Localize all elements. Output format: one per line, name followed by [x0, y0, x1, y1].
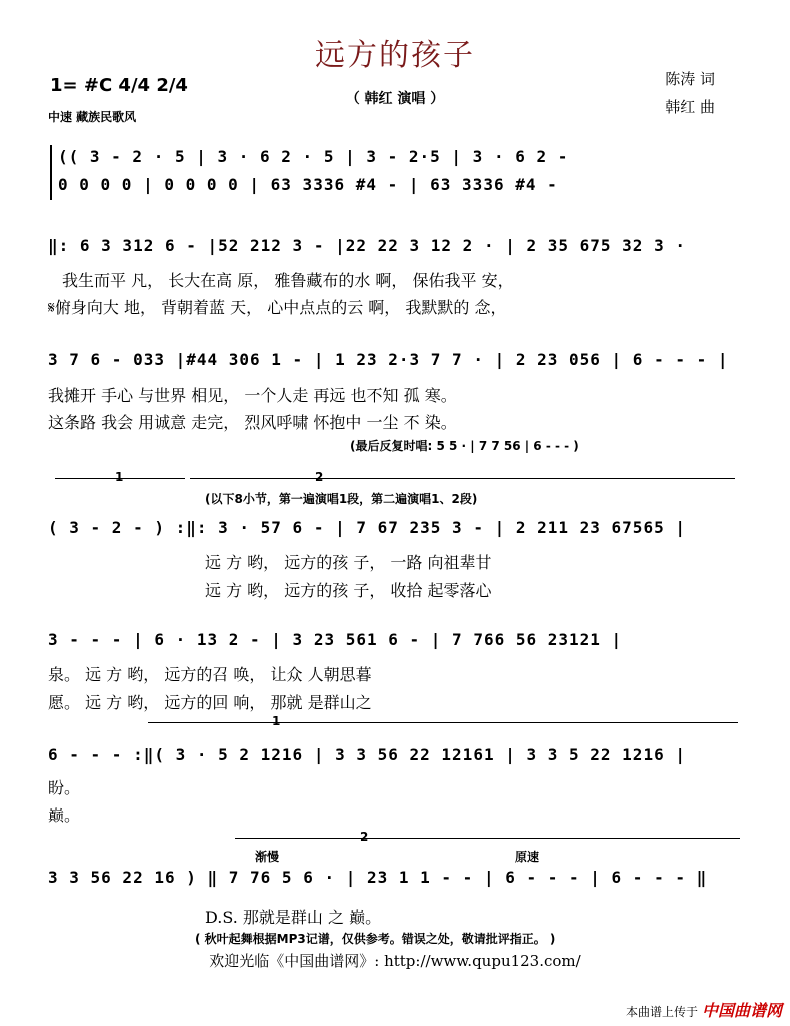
lyricist: 陈涛 词 — [665, 70, 715, 88]
page-title: 远方的孩子 — [315, 38, 475, 73]
uploader-label: 本曲谱上传于 — [625, 1005, 698, 1019]
performer-subtitle: （ 韩红 演唱 ） — [345, 91, 445, 107]
transcription-note: ( 秋叶起舞根据MP3记谱，仅供参考。错误之处，敬请批评指正。 ) — [195, 932, 556, 946]
volta-number: 2 — [360, 830, 369, 844]
lyric-line: 远 方 哟， 远方的孩 子， 收拾 起零落心 — [205, 581, 492, 600]
lyric-line: 我摊开 手心 与世界 相见， 一个人走 再远 也不知 孤 寒。 — [48, 386, 457, 405]
lyric-line: 远 方 哟， 远方的孩 子， 一路 向祖辈甘 — [205, 553, 492, 572]
volta-number: 1 — [272, 714, 281, 728]
site-name: 中国曲谱网 — [701, 1001, 782, 1020]
final-repeat-note: (最后反复时唱: 5 5 · | 7 7 56 | 6 - - - ) — [350, 439, 579, 453]
site-logo — [626, 998, 782, 1021]
notation-row: ‖: 6 3 312 6 - |52 212 3 - |22 22 3 12 2 · | 2 35 675 32 3 · — [48, 236, 686, 255]
notation-row: 3 7 6 - 033 |#44 306 1 - | 1 23 2·3 7 7 · | 2 23 056 | 6 - - - | — [48, 350, 729, 369]
lyric-line: 愿。 远 方 哟， 远方的回 响， 那就 是群山之 — [48, 693, 372, 712]
volta-number: 2 — [315, 470, 324, 484]
notation-row: 3 - - - | 6 · 13 2 - | 3 23 561 6 - | 7 766 56 23121 | — [48, 630, 623, 649]
tempo-style: 中速 藏族民歌风 — [48, 110, 137, 124]
lyric-line: 巅。 — [48, 806, 81, 825]
lyric-line: 泉。 远 方 哟， 远方的召 唤， 让众 人朝思暮 — [48, 665, 372, 684]
notation-row: 0 0 0 0 | 0 0 0 0 | 63 3336 #4 - | 63 3336 #4 - — [58, 175, 558, 194]
notation-row: 3 3 56 22 16 ) ‖ 7 76 5 6 · | 23 1 1 - - | 6 - - - | 6 - - - ‖ — [48, 868, 708, 887]
lyric-line: 盼。 — [48, 778, 81, 797]
tempo-mark: 原速 — [515, 850, 540, 864]
lyric-line: 我生而平 凡， 长大在高 原， 雅鲁藏布的水 啊， 保佑我平 安， — [62, 271, 514, 290]
performance-note: (以下8小节，第一遍演唱1段，第二遍演唱1、2段) — [205, 492, 478, 506]
volta-bracket — [148, 722, 738, 723]
volta-bracket — [235, 838, 740, 839]
system-brace — [50, 145, 52, 200]
notation-row: 6 - - - :‖( 3 · 5 2 1216 | 3 3 56 22 12161 | 3 3 5 22 1216 | — [48, 745, 686, 764]
notation-row: ( 3 - 2 - ) :‖: 3 · 57 6 - | 7 67 235 3 - | 2 211 23 67565 | — [48, 518, 686, 537]
notation-row: (( 3 - 2 · 5 | 3 · 6 2 · 5 | 3 - 2·5 | 3 · 6 2 - — [58, 147, 569, 166]
volta-bracket — [190, 478, 735, 479]
lyric-line: D.S. 那就是群山 之 巅。 — [205, 908, 382, 927]
tempo-mark: 渐慢 — [255, 850, 280, 864]
key-signature: 1= #C 4/4 2/4 — [50, 75, 188, 96]
site-welcome: 欢迎光临《中国曲谱网》: http://www.qupu123.com/ — [209, 952, 581, 970]
lyric-line: 这条路 我会 用诚意 走完， 烈风呼啸 怀抱中 一尘 不 染。 — [48, 413, 457, 432]
composer: 韩红 曲 — [665, 98, 715, 116]
lyric-line: 𝄋俯身向大 地， 背朝着蓝 天， 心中点点的云 啊， 我默默的 念， — [48, 298, 507, 317]
volta-number: 1 — [115, 470, 124, 484]
